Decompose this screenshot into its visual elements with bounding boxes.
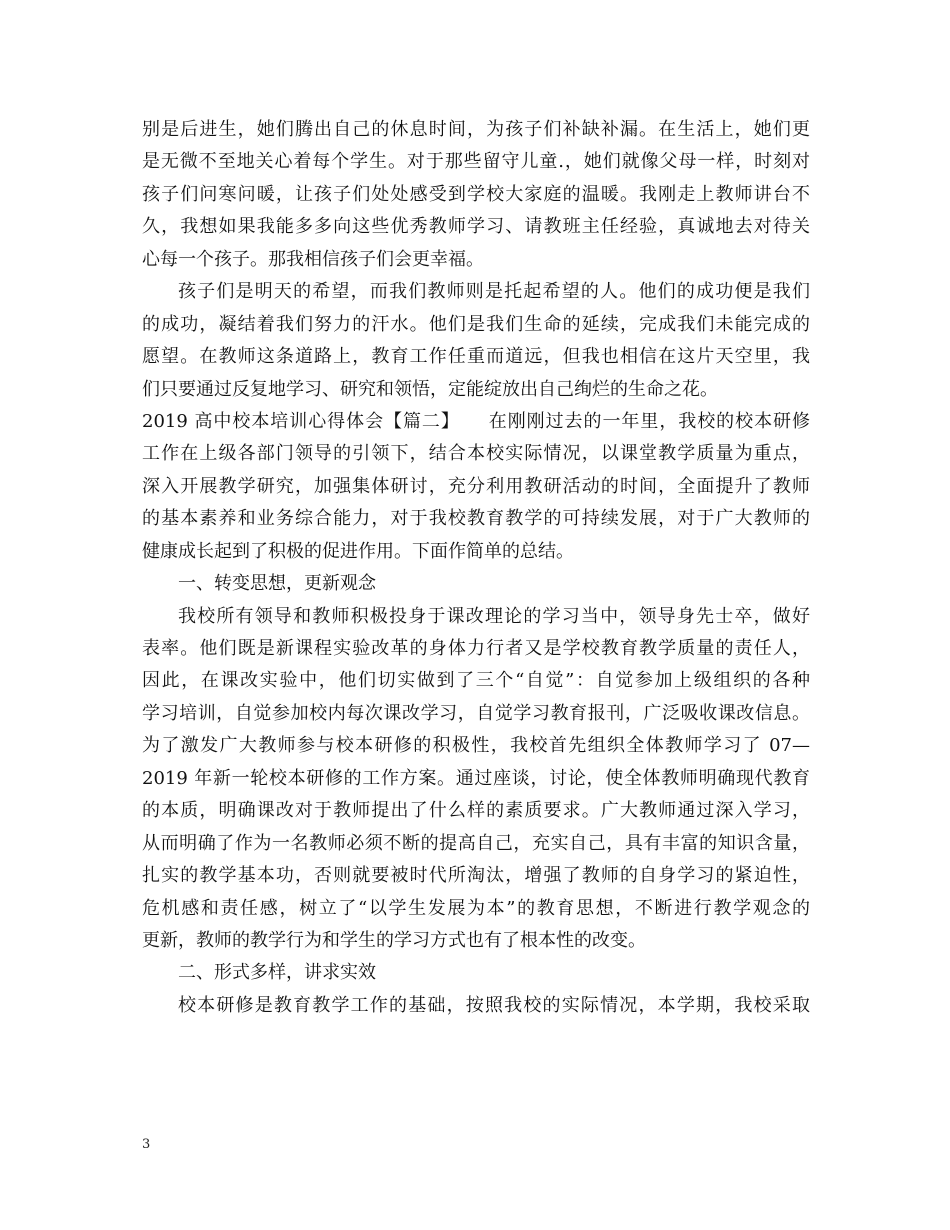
- text-line: 是无微不至地关心着每个学生。对于那些留守儿童.，她们就像父母一样，时刻对: [142, 151, 810, 173]
- section-heading: 一、转变思想，更新观念: [178, 573, 376, 595]
- section-heading: 二、形式多样，讲求实效: [178, 962, 376, 984]
- page-number: 3: [142, 1137, 151, 1152]
- text-line: 2019 年新一轮校本研修的工作方案。通过座谈，讨论，使全体教师明确现代教育: [142, 767, 810, 789]
- text-line: 为了激发广大教师参与校本研修的积极性，我校首先组织全体教师学习了 07—: [142, 735, 810, 757]
- text-line: 久，我想如果我能多多向这些优秀教师学习、请教班主任经验，真诚地去对待关: [142, 216, 810, 238]
- text-line: 危机感和责任感，树立了“以学生发展为本”的教育思想，不断进行教学观念的: [142, 897, 810, 919]
- section-title-line: 2019 高中校本培训心得体会【篇二】 在刚刚过去的一年里，我校的校本研修: [142, 410, 810, 432]
- text-line: 从而明确了作为一名教师必须不断的提高自己，充实自己，具有丰富的知识含量，: [142, 832, 810, 854]
- text-line: 孩子们是明天的希望，而我们教师则是托起希望的人。他们的成功便是我们: [178, 281, 810, 303]
- text-line: 深入开展教学研究，加强集体研讨，充分利用教研活动的时间，全面提升了教师: [142, 475, 810, 497]
- text-line: 因此，在课改实验中，他们切实做到了三个“自觉”：自觉参加上级组织的各种: [142, 670, 810, 692]
- text-line: 心每一个孩子。那我相信孩子们会更幸福。: [142, 248, 484, 270]
- text-line: 校本研修是教育教学工作的基础，按照我校的实际情况，本学期，我校采取: [178, 994, 810, 1016]
- text-line: 的本质，明确课改对于教师提出了什么样的素质要求。广大教师通过深入学习，: [142, 800, 810, 822]
- text-line: 工作在上级各部门领导的引领下，结合本校实际情况，以课堂教学质量为重点，: [142, 443, 810, 465]
- text-line: 更新，教师的教学行为和学生的学习方式也有了根本性的改变。: [142, 929, 646, 951]
- text-line: 扎实的教学基本功，否则就要被时代所淘汰，增强了教师的自身学习的紧迫性，: [142, 865, 810, 887]
- text-line: 愿望。在教师这条道路上，教育工作任重而道远，但我也相信在这片天空里，我: [142, 346, 810, 368]
- text-line: 学习培训，自觉参加校内每次课改学习，自觉学习教育报刊，广泛吸收课改信息。: [142, 702, 810, 724]
- document-body: [142, 114, 810, 1022]
- text-line: 健康成长起到了积极的促进作用。下面作简单的总结。: [142, 540, 574, 562]
- text-line: 孩子们问寒问暖，让孩子们处处感受到学校大家庭的温暖。我刚走上教师讲台不: [142, 183, 810, 205]
- text-line: 表率。他们既是新课程实验改革的身体力行者又是学校教育教学质量的责任人，: [142, 638, 810, 659]
- text-line: 的基本素养和业务综合能力，对于我校教育教学的可持续发展，对于广大教师的: [142, 508, 810, 530]
- text-line: 我校所有领导和教师积极投身于课改理论的学习当中，领导身先士卒，做好: [178, 605, 810, 627]
- text-line: 们只要通过反复地学习、研究和领悟，定能绽放出自己绚烂的生命之花。: [142, 378, 718, 400]
- text-line: 别是后进生，她们腾出自己的休息时间，为孩子们补缺补漏。在生活上，她们更: [142, 119, 810, 140]
- text-line: 的成功，凝结着我们努力的汗水。他们是我们生命的延续，完成我们未能完成的: [142, 313, 810, 335]
